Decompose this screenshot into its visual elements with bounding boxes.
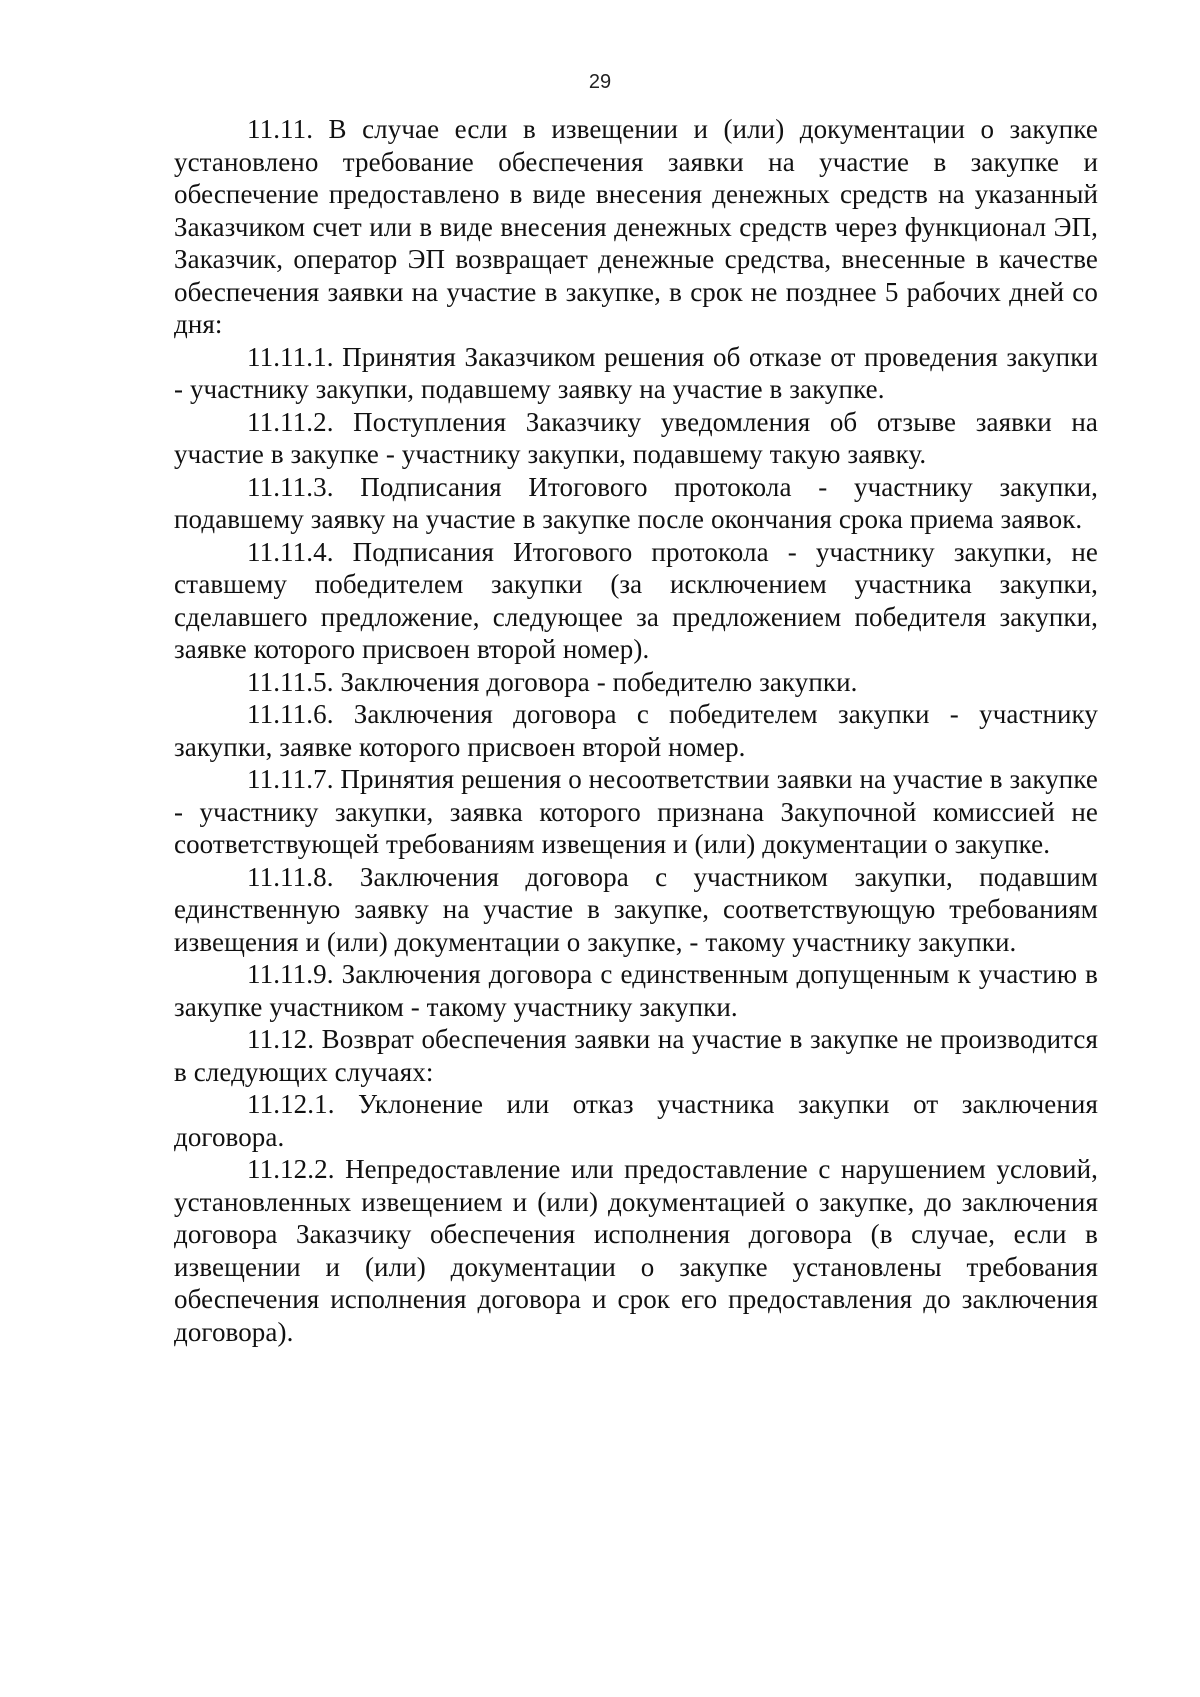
paragraph-11-11-2: 11.11.2. Поступления Заказчику уведомления об отзыве заявки на участие в закупке - участнику закупки, подавшему такую заявку. bbox=[174, 406, 1098, 469]
document-body bbox=[174, 113, 1098, 1348]
paragraph-11-11-7: 11.11.7. Принятия решения о несоответствии заявки на участие в закупке - участнику закупки, заявка которого признана Закупочной комиссией не соответствующей требованиям извещения и (или) документации о закупке. bbox=[174, 764, 1098, 859]
paragraph-11-12-1: 11.12.1. Уклонение или отказ участника закупки от заключения договора. bbox=[174, 1089, 1098, 1152]
paragraph-11-11-9: 11.11.9. Заключения договора с единственным допущенным к участию в закупке участником - такому участнику закупки. bbox=[174, 959, 1098, 1022]
paragraph-11-12-2: 11.12.2. Непредоставление или предоставление с нарушением условий, установленных извещением и (или) документацией о закупке, до заключения договора Заказчику обеспечения исполнения договора (в случае, если в извещении и (или) документации о закупке установлены требования обеспечения исполнения договора и срок его предоставления до заключения договора). bbox=[174, 1154, 1098, 1347]
paragraph-11-11-4: 11.11.4. Подписания Итогового протокола - участнику закупки, не ставшему победителем закупки (за исключением участника закупки, сделавшего предложение, следующее за предложением победителя закупки, заявке которого присвоен второй номер). bbox=[174, 536, 1098, 664]
paragraph-11-11: 11.11. В случае если в извещении и (или) документации о закупке установлено требование обеспечения заявки на участие в закупке и обеспечение предоставлено в виде внесения денежных средств на указанный Заказчиком счет или в виде внесения денежных средств через функционал ЭП, Заказчик, оператор ЭП возвращает денежные средства, внесенные в качестве обеспечения заявки на участие в закупке, в срок не позднее 5 рабочих дней со дня: bbox=[174, 114, 1098, 339]
paragraph-11-12: 11.12. Возврат обеспечения заявки на участие в закупке не производится в следующих случаях: bbox=[174, 1024, 1098, 1087]
paragraph-11-11-5: 11.11.5. Заключения договора - победителю закупки. bbox=[247, 666, 858, 697]
paragraph-11-11-1: 11.11.1. Принятия Заказчиком решения об отказе от проведения закупки - участнику закупки, подавшему заявку на участие в закупке. bbox=[174, 341, 1098, 404]
paragraph-11-11-6: 11.11.6. Заключения договора с победителем закупки - участнику закупки, заявке которого присвоен второй номер. bbox=[174, 699, 1098, 762]
page-number: 29 bbox=[588, 71, 612, 93]
paragraph-11-11-3: 11.11.3. Подписания Итогового протокола - участнику закупки, подавшему заявку на участие в закупке после окончания срока приема заявок. bbox=[174, 471, 1098, 534]
paragraph-11-11-8: 11.11.8. Заключения договора с участником закупки, подавшим единственную заявку на участие в закупке, соответствующую требованиям извещения и (или) документации о закупке, - такому участнику закупки. bbox=[174, 861, 1098, 957]
